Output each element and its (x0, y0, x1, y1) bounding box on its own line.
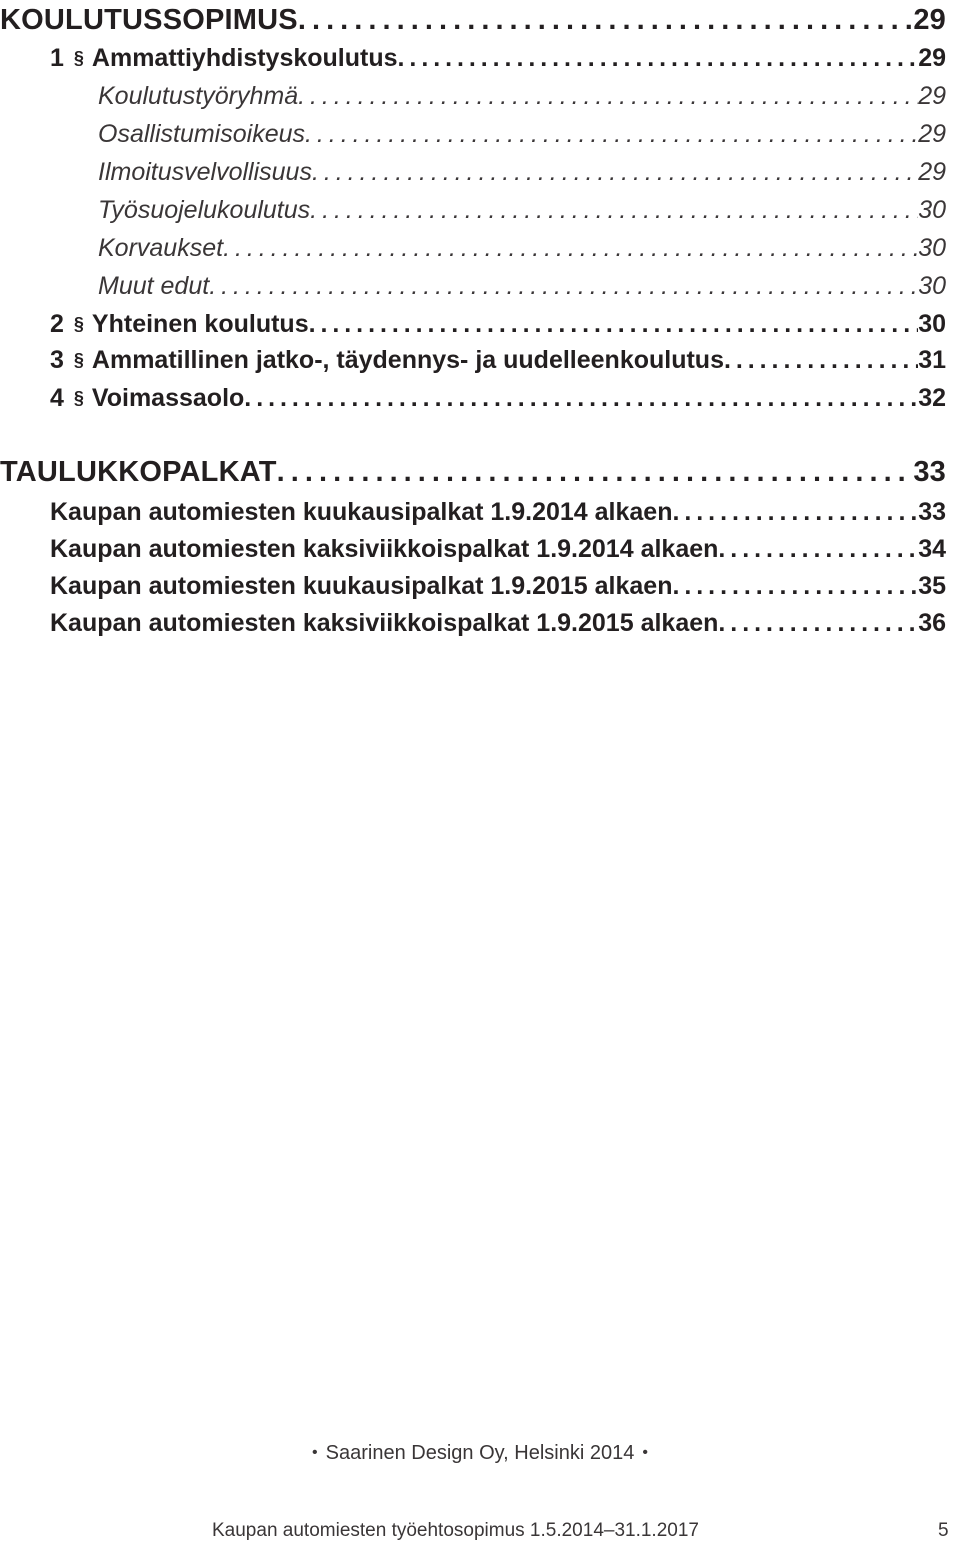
toc-page-number: 30 (918, 310, 946, 338)
publisher-text: Saarinen Design Oy, Helsinki 2014 (325, 1442, 635, 1464)
dot-leader (244, 384, 918, 413)
entry-title: Ammatillinen jatko-, täydennys- ja uudelleenkoulutus (91, 346, 724, 374)
toc-subentry[interactable] (98, 120, 946, 149)
toc-entry-label: Kaupan automiesten kaksiviikkoispalkat 1.9.2014 alkaen (50, 535, 719, 563)
toc-subentry[interactable] (98, 234, 946, 263)
toc-subentry[interactable] (98, 82, 946, 111)
toc-entry-1[interactable] (50, 44, 946, 73)
dot-leader (298, 4, 913, 37)
toc-entry-4[interactable] (50, 384, 946, 413)
toc-entry-table[interactable] (50, 609, 946, 638)
toc-page-number: 29 (918, 158, 946, 186)
page-number: 5 (938, 1520, 949, 1541)
dot-leader (298, 82, 918, 111)
toc-subentry-label: Koulutustyöryhmä (98, 82, 299, 110)
toc-entry-label (50, 310, 309, 339)
dot-leader (310, 196, 918, 225)
dot-leader (309, 310, 919, 339)
toc-entry-label (50, 346, 724, 375)
publisher-line (0, 1442, 960, 1465)
dot-leader (673, 498, 919, 527)
dot-leader (718, 609, 918, 638)
bullet-icon: • (312, 1444, 318, 1461)
entry-title: Ammattiyhdistyskoulutus (91, 44, 398, 72)
section-number: 4 (50, 384, 64, 412)
section-number: 2 (50, 310, 64, 338)
toc-heading-koulutussopimus[interactable] (0, 4, 946, 37)
toc-entry-2[interactable] (50, 310, 946, 339)
toc-entry-table[interactable] (50, 572, 946, 601)
toc-subentry-label: Ilmoitusvelvollisuus (98, 158, 312, 186)
toc-entry-table[interactable] (50, 498, 946, 527)
toc-heading-label: TAULUKKOPALKAT (0, 456, 277, 488)
toc-page-number: 31 (918, 346, 946, 374)
toc-page-number: 29 (918, 120, 946, 148)
toc-subentry[interactable] (98, 196, 946, 225)
toc-page-number: 30 (918, 234, 946, 262)
toc-subentry[interactable] (98, 158, 946, 187)
dot-leader (209, 272, 918, 301)
toc-page-number: 30 (918, 196, 946, 224)
toc-page-number: 30 (918, 272, 946, 300)
section-number: 3 (50, 346, 64, 374)
toc-subentry-label: Työsuojelukoulutus (98, 196, 311, 224)
toc-subentry[interactable] (98, 272, 946, 301)
toc-entry-3[interactable] (50, 346, 946, 375)
toc-page-number: 29 (918, 82, 946, 110)
toc-page-number: 32 (918, 384, 946, 412)
toc-page-number: 33 (913, 456, 946, 488)
section-sign: § (73, 350, 84, 370)
dot-leader (223, 234, 918, 263)
dot-leader (305, 120, 918, 149)
entry-title: Voimassaolo (91, 384, 245, 412)
toc-entry-label: Kaupan automiesten kuukausipalkat 1.9.2014 alkaen (50, 498, 673, 526)
toc-page-number: 29 (918, 44, 946, 72)
toc-page-number: 33 (918, 498, 946, 526)
toc-entry-label: Kaupan automiesten kuukausipalkat 1.9.2015 alkaen (50, 572, 673, 600)
toc-page-number: 35 (918, 572, 946, 600)
section-sign: § (73, 48, 84, 68)
toc-entry-label (50, 384, 244, 413)
entry-title: Yhteinen koulutus (91, 310, 309, 338)
dot-leader (398, 44, 919, 73)
dot-leader (277, 456, 914, 489)
bullet-icon: • (642, 1444, 648, 1461)
section-sign: § (73, 388, 84, 408)
toc-entry-label (50, 44, 398, 73)
section-number: 1 (50, 44, 64, 72)
running-footer-title: Kaupan automiesten työehtosopimus 1.5.2014–31.1.2017 (212, 1520, 699, 1541)
toc-page-number: 34 (918, 535, 946, 563)
dot-leader (673, 572, 919, 601)
toc-page-number: 36 (918, 609, 946, 637)
toc-entry-label: Kaupan automiesten kaksiviikkoispalkat 1.9.2015 alkaen (50, 609, 719, 637)
dot-leader (724, 346, 918, 375)
toc-subentry-label: Muut edut (98, 272, 210, 300)
toc-page-number: 29 (913, 4, 946, 36)
toc-heading-taulukkopalkat[interactable] (0, 456, 946, 489)
toc-heading-label: KOULUTUSSOPIMUS (0, 4, 298, 36)
dot-leader (312, 158, 918, 187)
toc-entry-table[interactable] (50, 535, 946, 564)
section-sign: § (73, 314, 84, 334)
toc-subentry-label: Korvaukset (98, 234, 224, 262)
toc-subentry-label: Osallistumisoikeus (98, 120, 306, 148)
dot-leader (718, 535, 918, 564)
